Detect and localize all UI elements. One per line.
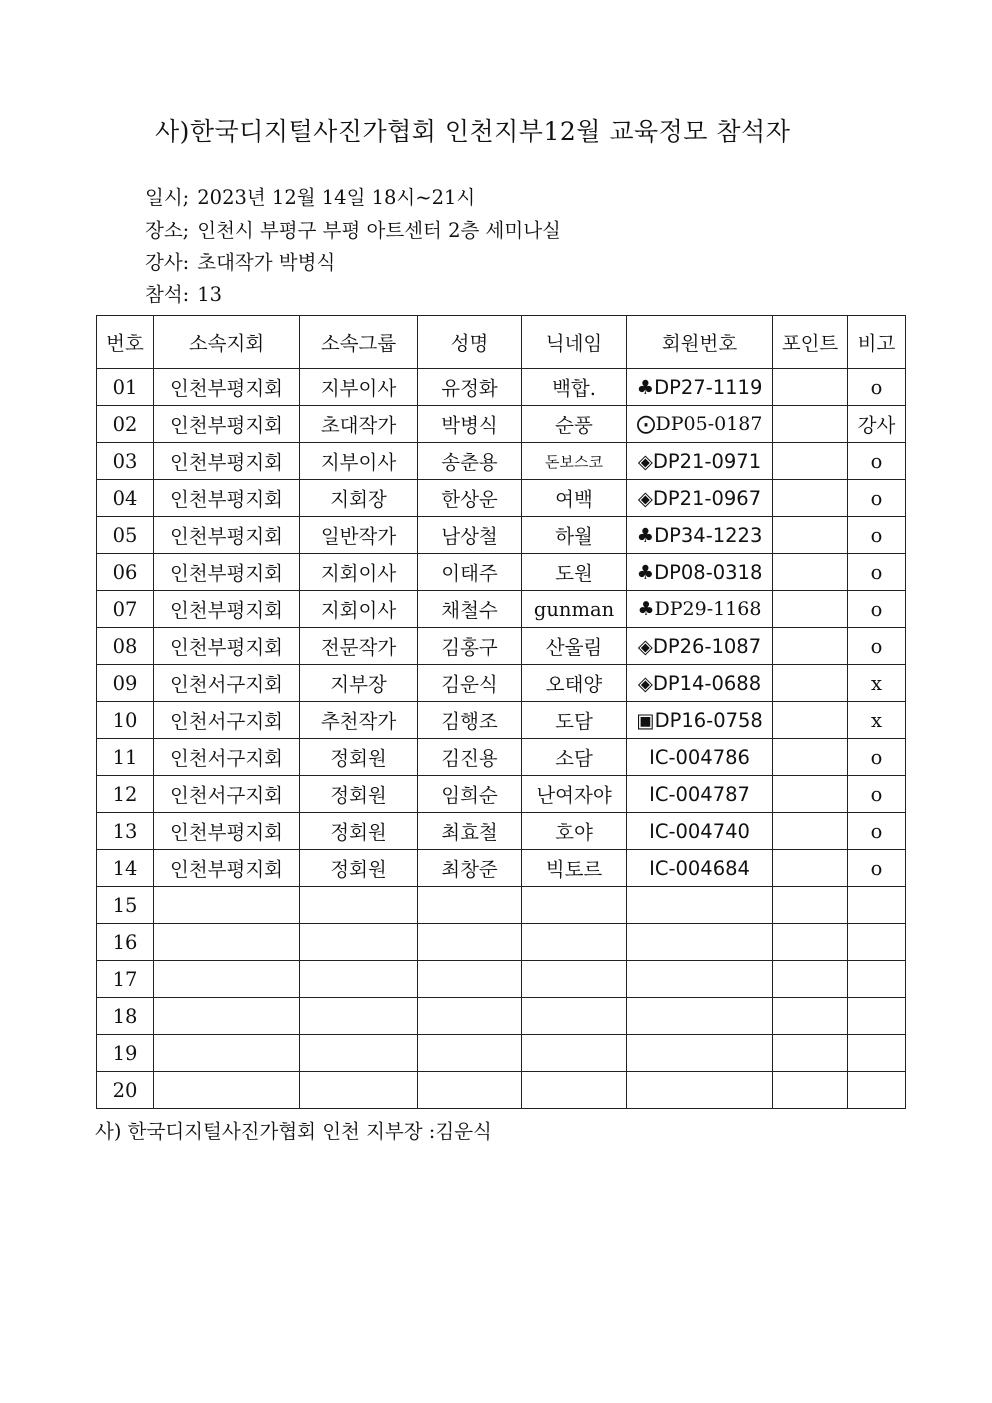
- cell-name: 김홍구: [418, 628, 522, 665]
- cell-number: 05: [97, 517, 154, 554]
- info-attendance-value: 13: [197, 283, 223, 306]
- cell-branch: 인천서구지회: [154, 739, 300, 776]
- cell-nickname: 난여자야: [522, 776, 627, 813]
- cell-nickname: 돈보스코: [522, 443, 627, 480]
- cell-number: 19: [97, 1035, 154, 1072]
- cell-member-id: ▣DP16-0758: [627, 702, 773, 739]
- cell-remarks: o: [848, 443, 906, 480]
- table-row: [97, 443, 906, 480]
- cell-points: [773, 665, 848, 702]
- table-row: [97, 1072, 906, 1109]
- cell-branch: 인천부평지회: [154, 480, 300, 517]
- cell-nickname: [522, 998, 627, 1035]
- cell-group: [300, 998, 418, 1035]
- header-branch: 소속지회: [154, 316, 300, 369]
- cell-points: [773, 406, 848, 443]
- header-group: 소속그룹: [300, 316, 418, 369]
- cell-nickname: [522, 887, 627, 924]
- cell-nickname: [522, 961, 627, 998]
- cell-name: 김진용: [418, 739, 522, 776]
- cell-remarks: o: [848, 776, 906, 813]
- cell-nickname: [522, 924, 627, 961]
- cell-member-id: ◈DP21-0967: [627, 480, 773, 517]
- cell-points: [773, 443, 848, 480]
- table-header-row: [97, 316, 906, 369]
- cell-member-id: [627, 998, 773, 1035]
- table-row: [97, 924, 906, 961]
- cell-group: [300, 961, 418, 998]
- cell-points: [773, 702, 848, 739]
- cell-nickname: 빅토르: [522, 850, 627, 887]
- cell-group: 정회원: [300, 850, 418, 887]
- cell-points: [773, 887, 848, 924]
- table-row: [97, 813, 906, 850]
- cell-name: 박병식: [418, 406, 522, 443]
- cell-group: 정회원: [300, 776, 418, 813]
- cell-group: 정회원: [300, 739, 418, 776]
- cell-number: 11: [97, 739, 154, 776]
- cell-remarks: x: [848, 665, 906, 702]
- cell-member-id: IC-004787: [627, 776, 773, 813]
- cell-name: [418, 924, 522, 961]
- cell-branch: 인천부평지회: [154, 554, 300, 591]
- cell-number: 01: [97, 369, 154, 406]
- cell-member-id: ⨀DP05-0187: [627, 406, 773, 443]
- cell-branch: 인천부평지회: [154, 517, 300, 554]
- cell-remarks: [848, 1035, 906, 1072]
- cell-remarks: [848, 1072, 906, 1109]
- cell-name: 최창준: [418, 850, 522, 887]
- header-member-id: 회원번호: [627, 316, 773, 369]
- cell-nickname: 여백: [522, 480, 627, 517]
- cell-number: 17: [97, 961, 154, 998]
- cell-group: 지부이사: [300, 369, 418, 406]
- table-row: [97, 406, 906, 443]
- cell-branch: [154, 998, 300, 1035]
- cell-remarks: x: [848, 702, 906, 739]
- info-date-label: 일시;: [145, 186, 190, 209]
- cell-points: [773, 776, 848, 813]
- header-name: 성명: [418, 316, 522, 369]
- cell-branch: 인천부평지회: [154, 443, 300, 480]
- table-row: [97, 887, 906, 924]
- cell-group: [300, 1072, 418, 1109]
- cell-remarks: o: [848, 480, 906, 517]
- cell-member-id: [627, 1035, 773, 1072]
- cell-nickname: [522, 1072, 627, 1109]
- cell-number: 14: [97, 850, 154, 887]
- cell-number: 07: [97, 591, 154, 628]
- cell-number: 16: [97, 924, 154, 961]
- cell-member-id: IC-004786: [627, 739, 773, 776]
- cell-group: 일반작가: [300, 517, 418, 554]
- cell-branch: 인천서구지회: [154, 702, 300, 739]
- cell-number: 08: [97, 628, 154, 665]
- cell-member-id: [627, 961, 773, 998]
- cell-points: [773, 813, 848, 850]
- header-number: 번호: [97, 316, 154, 369]
- table-row: [97, 628, 906, 665]
- table-row: [97, 369, 906, 406]
- cell-branch: 인천부평지회: [154, 850, 300, 887]
- header-points: 포인트: [773, 316, 848, 369]
- table-row: [97, 739, 906, 776]
- cell-branch: 인천부평지회: [154, 628, 300, 665]
- table-row: [97, 702, 906, 739]
- cell-number: 03: [97, 443, 154, 480]
- cell-group: 전문작가: [300, 628, 418, 665]
- cell-group: 초대작가: [300, 406, 418, 443]
- cell-points: [773, 998, 848, 1035]
- cell-name: [418, 1035, 522, 1072]
- cell-number: 12: [97, 776, 154, 813]
- cell-name: 채철수: [418, 591, 522, 628]
- cell-member-id: ♣DP34-1223: [627, 517, 773, 554]
- cell-nickname: 하월: [522, 517, 627, 554]
- cell-name: 한상운: [418, 480, 522, 517]
- cell-points: [773, 591, 848, 628]
- cell-points: [773, 554, 848, 591]
- cell-remarks: 강사: [848, 406, 906, 443]
- cell-points: [773, 961, 848, 998]
- cell-nickname: 오태양: [522, 665, 627, 702]
- info-attendance: [145, 279, 222, 307]
- cell-points: [773, 1072, 848, 1109]
- cell-branch: 인천서구지회: [154, 665, 300, 702]
- cell-nickname: 소담: [522, 739, 627, 776]
- cell-remarks: [848, 924, 906, 961]
- table-row: [97, 776, 906, 813]
- cell-group: 지부장: [300, 665, 418, 702]
- cell-member-id: IC-004684: [627, 850, 773, 887]
- cell-nickname: [522, 1035, 627, 1072]
- cell-group: [300, 924, 418, 961]
- cell-group: [300, 1035, 418, 1072]
- table-row: [97, 665, 906, 702]
- cell-group: 지회이사: [300, 554, 418, 591]
- cell-points: [773, 1035, 848, 1072]
- cell-nickname: gunman: [522, 591, 627, 628]
- document-title: 사)한국디지털사진가협회 인천지부12월 교육정모 참석자: [155, 117, 791, 146]
- cell-name: 김운식: [418, 665, 522, 702]
- cell-branch: [154, 1035, 300, 1072]
- cell-number: 04: [97, 480, 154, 517]
- cell-name: 송춘용: [418, 443, 522, 480]
- cell-member-id: ♣DP27-1119: [627, 369, 773, 406]
- cell-group: 지회장: [300, 480, 418, 517]
- cell-member-id: [627, 924, 773, 961]
- cell-group: 정회원: [300, 813, 418, 850]
- cell-member-id: [627, 1072, 773, 1109]
- cell-remarks: o: [848, 591, 906, 628]
- cell-number: 15: [97, 887, 154, 924]
- cell-number: 20: [97, 1072, 154, 1109]
- cell-name: [418, 1072, 522, 1109]
- cell-nickname: 산울림: [522, 628, 627, 665]
- cell-branch: [154, 924, 300, 961]
- table-row: [97, 517, 906, 554]
- header-nickname: 닉네임: [522, 316, 627, 369]
- info-instructor-label: 강사:: [145, 251, 190, 274]
- info-instructor-value: 초대작가 박병식: [197, 251, 336, 274]
- cell-name: [418, 961, 522, 998]
- header-remarks: 비고: [848, 316, 906, 369]
- cell-points: [773, 517, 848, 554]
- cell-branch: [154, 887, 300, 924]
- cell-number: 13: [97, 813, 154, 850]
- cell-name: [418, 998, 522, 1035]
- info-date: [145, 182, 475, 210]
- cell-branch: [154, 1072, 300, 1109]
- cell-points: [773, 628, 848, 665]
- cell-number: 02: [97, 406, 154, 443]
- cell-member-id: [627, 887, 773, 924]
- cell-name: [418, 887, 522, 924]
- table-row: [97, 961, 906, 998]
- cell-name: 남상철: [418, 517, 522, 554]
- cell-group: 추천작가: [300, 702, 418, 739]
- cell-name: 최효철: [418, 813, 522, 850]
- cell-remarks: o: [848, 517, 906, 554]
- cell-branch: 인천부평지회: [154, 369, 300, 406]
- cell-nickname: 도담: [522, 702, 627, 739]
- cell-remarks: o: [848, 369, 906, 406]
- cell-nickname: 도원: [522, 554, 627, 591]
- cell-remarks: o: [848, 554, 906, 591]
- cell-remarks: [848, 998, 906, 1035]
- info-date-value: 2023년 12월 14일 18시~21시: [197, 186, 476, 209]
- cell-number: 09: [97, 665, 154, 702]
- cell-nickname: 순풍: [522, 406, 627, 443]
- table-row: [97, 554, 906, 591]
- cell-group: 지부이사: [300, 443, 418, 480]
- cell-points: [773, 480, 848, 517]
- cell-name: 김행조: [418, 702, 522, 739]
- cell-remarks: o: [848, 813, 906, 850]
- cell-number: 06: [97, 554, 154, 591]
- cell-branch: 인천부평지회: [154, 591, 300, 628]
- cell-points: [773, 369, 848, 406]
- cell-member-id: ◈DP26-1087: [627, 628, 773, 665]
- cell-number: 18: [97, 998, 154, 1035]
- cell-member-id: ◈DP14-0688: [627, 665, 773, 702]
- cell-points: [773, 924, 848, 961]
- cell-points: [773, 739, 848, 776]
- cell-points: [773, 850, 848, 887]
- table-row: [97, 998, 906, 1035]
- cell-remarks: [848, 887, 906, 924]
- info-attendance-label: 참석:: [145, 283, 190, 306]
- cell-group: [300, 887, 418, 924]
- cell-branch: [154, 961, 300, 998]
- cell-nickname: 호야: [522, 813, 627, 850]
- cell-name: 임희순: [418, 776, 522, 813]
- cell-name: 이태주: [418, 554, 522, 591]
- cell-member-id: ♣DP29-1168: [627, 591, 773, 628]
- info-instructor: [145, 247, 335, 275]
- cell-nickname: 백합.: [522, 369, 627, 406]
- cell-number: 10: [97, 702, 154, 739]
- table-row: [97, 1035, 906, 1072]
- cell-name: 유정화: [418, 369, 522, 406]
- cell-member-id: ◈DP21-0971: [627, 443, 773, 480]
- footer-signature: 사) 한국디지털사진가협회 인천 지부장 :김운식: [95, 1120, 492, 1143]
- info-place-label: 장소;: [145, 219, 190, 242]
- cell-remarks: [848, 961, 906, 998]
- info-place-value: 인천시 부평구 부평 아트센터 2층 세미나실: [197, 219, 561, 242]
- table-row: [97, 850, 906, 887]
- cell-remarks: o: [848, 850, 906, 887]
- cell-member-id: IC-004740: [627, 813, 773, 850]
- cell-member-id: ♣DP08-0318: [627, 554, 773, 591]
- table-row: [97, 480, 906, 517]
- attendance-table: [96, 315, 906, 1109]
- cell-remarks: o: [848, 739, 906, 776]
- cell-branch: 인천부평지회: [154, 813, 300, 850]
- cell-branch: 인천서구지회: [154, 776, 300, 813]
- table-row: [97, 591, 906, 628]
- cell-branch: 인천부평지회: [154, 406, 300, 443]
- cell-group: 지회이사: [300, 591, 418, 628]
- info-place: [145, 215, 561, 243]
- cell-remarks: o: [848, 628, 906, 665]
